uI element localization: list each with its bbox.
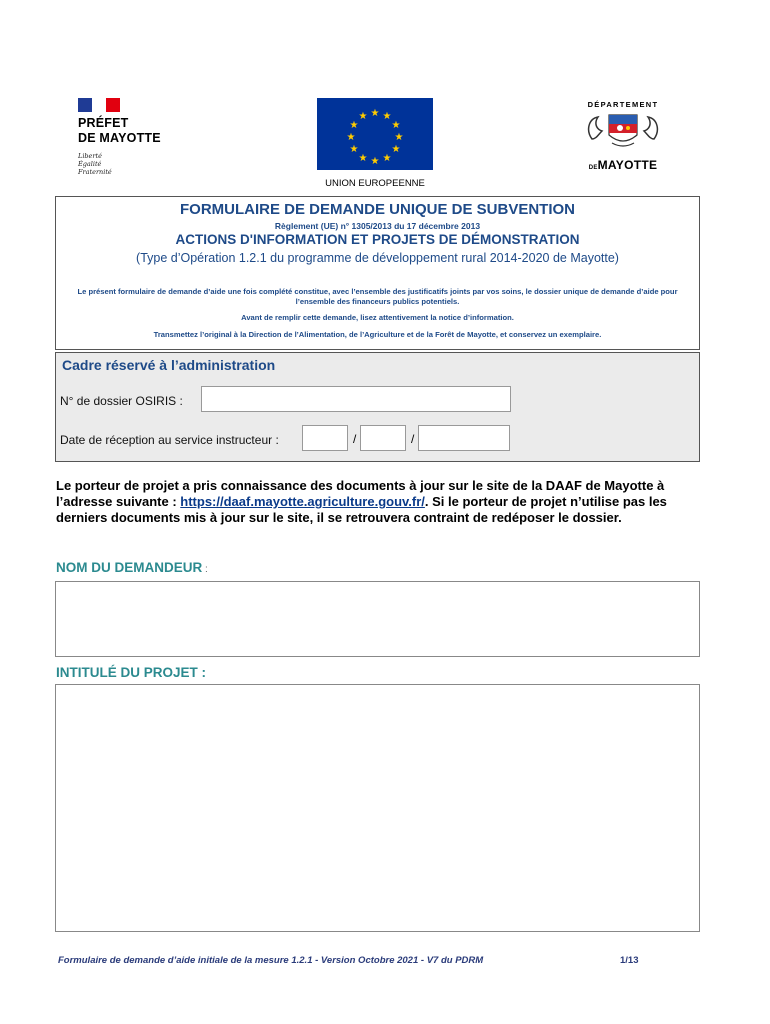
french-flag-icon [78,98,120,112]
svg-text:★: ★ [358,111,368,122]
notice-lire: Avant de remplir cette demande, lisez attentivement la notice d’information. [241,313,514,322]
notice-dossier-unique: Le présent formulaire de demande d’aide une fois complété constitue, avec l’ensemble des justificatifs joints par vos soins, le dossier unique de demande d’aide pour l’ensemble des financeurs publics potentiels. [77,287,678,306]
nom-demandeur-field[interactable] [55,581,700,657]
osiris-label: N° de dossier OSIRIS : [60,394,183,408]
svg-text:★: ★ [391,120,401,131]
form-title: FORMULAIRE DE DEMANDE UNIQUE DE SUBVENTION [179,201,576,218]
departement-label: DÉPARTEMENT [587,100,659,109]
reglement-reference: Règlement (UE) n° 1305/2013 du 17 décembre 2013 [274,221,481,231]
svg-text:★: ★ [382,153,392,164]
svg-text:★: ★ [358,153,368,164]
intro-paragraph: Le porteur de projet a pris connaissance des documents à jour sur le site de la DAAF de Mayotte à l’adresse suivante : https://daaf.mayotte.agriculture.gouv.fr/. Si le porteur de projet n’utilise pas les derniers documents mis à jour sur le site, il se retrouvera contraint de redéposer le dossier. [56,478,667,525]
svg-text:★: ★ [349,144,359,155]
prefet-motto: Liberté Égalité Fraternité [78,152,112,176]
date-reception-label: Date de réception au service instructeur : [60,433,279,447]
svg-text:★: ★ [382,111,392,122]
mayotte-crest-icon [582,109,664,151]
osiris-number-field[interactable] [201,386,511,412]
form-subtitle: ACTIONS D'INFORMATION ET PROJETS DE DÉMONSTRATION [175,232,580,247]
eu-flag-icon [317,98,433,170]
svg-text:★: ★ [370,156,380,167]
eu-caption: UNION EUROPEENNE [325,178,425,189]
svg-text:★: ★ [346,132,356,143]
page-number: 1/13 [620,955,639,966]
date-day-field[interactable] [302,425,348,451]
departement-logo [582,100,664,172]
daaf-link[interactable]: https://daaf.mayotte.agriculture.gouv.fr/ [180,494,425,509]
date-month-field[interactable] [360,425,406,451]
svg-text:★: ★ [370,108,380,119]
date-separator: / [411,432,415,446]
intitule-projet-heading: INTITULÉ DU PROJET : [56,665,207,680]
date-year-field[interactable] [418,425,510,451]
prefet-title: PRÉFET DE MAYOTTE [78,116,161,145]
admin-reserved-box [55,352,700,462]
svg-text:★: ★ [394,132,404,143]
prefet-logo [78,98,188,176]
svg-text:★: ★ [349,120,359,131]
date-separator: / [353,432,357,446]
eu-stars-icon [317,98,433,170]
type-operation: (Type d’Opération 1.2.1 du programme de développement rural 2014-2020 de Mayotte) [136,251,619,265]
departement-name: DEMAYOTTE [588,158,658,172]
intitule-projet-field[interactable] [55,684,700,932]
notice-transmettre: Transmettez l’original à la Direction de l’Alimentation, de l’Agriculture et de la Forêt de Mayotte, et conservez un exemplaire. [153,330,602,339]
svg-text:★: ★ [391,144,401,155]
nom-demandeur-heading: NOM DU DEMANDEUR : [56,560,208,575]
footer-text: Formulaire de demande d’aide initiale de la mesure 1.2.1 - Version Octobre 2021 - V7 du PDRM [58,955,484,966]
admin-title: Cadre réservé à l’administration [62,357,276,373]
form-header-box [55,196,700,350]
